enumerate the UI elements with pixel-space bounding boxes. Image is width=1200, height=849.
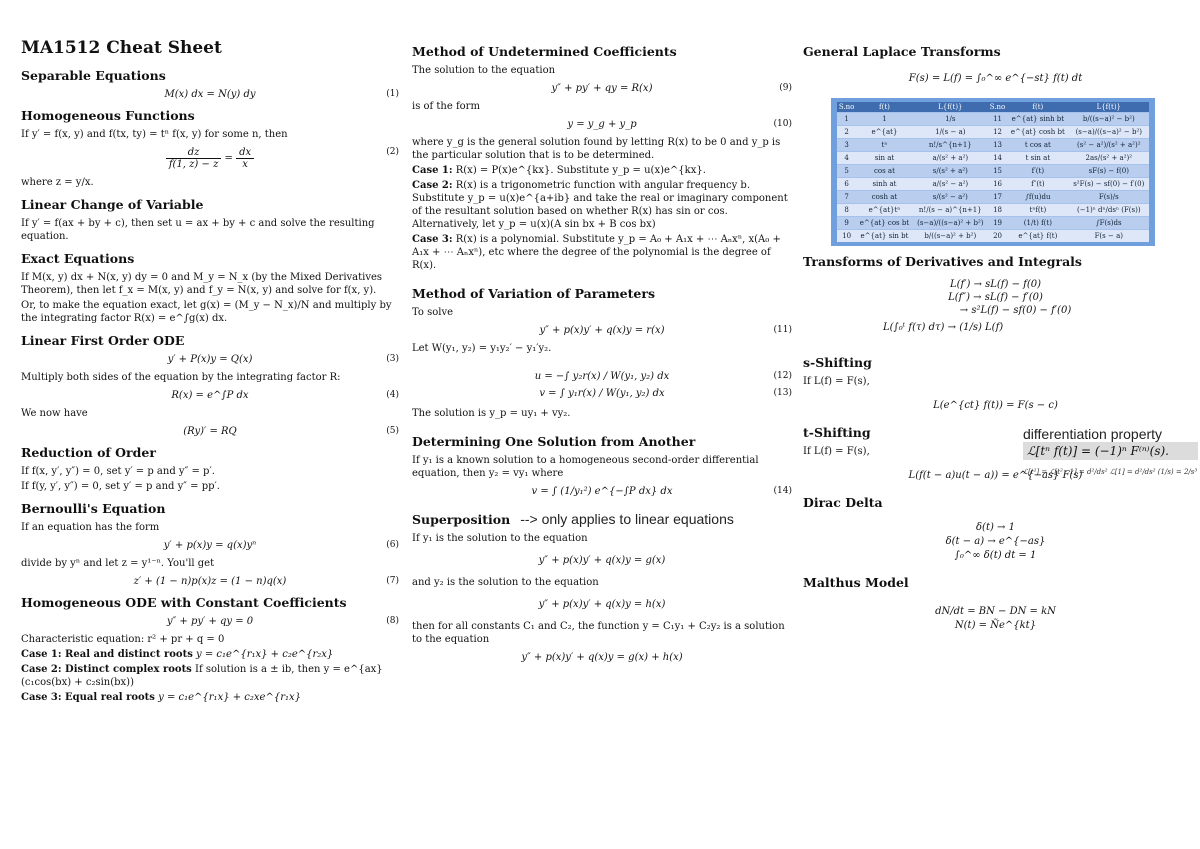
table-cell: cosh at <box>856 191 912 204</box>
case-3: Case 3: Equal real roots y = c₁e^{r₁x} + c₂xe^{r₁x} <box>21 692 302 703</box>
const-coef-heading: Homogeneous ODE with Constant Coefficients <box>21 595 347 610</box>
column-3 <box>803 36 1198 634</box>
table-cell: e^{at} <box>856 126 912 139</box>
lfo-text-2: We now have <box>21 408 88 419</box>
table-cell: 1/(s − a) <box>913 126 988 139</box>
table-cell: sin at <box>856 152 912 165</box>
exact-heading: Exact Equations <box>21 251 135 266</box>
table-cell: 6 <box>837 178 856 191</box>
s-shifting-eq: L(e^{ct} f(t)) = F(s − c) <box>933 400 1058 411</box>
undetermined-case-2: Case 2: R(x) is a trigonometric function with angular frequency b. Substitute y_p = u(x)e^{a+ib} and take the real or imaginary component of the resultant solution based on whether R(x) has sin or cos. Alternatively, let y_p = u(x)(A sin bx + B cos bx) <box>412 180 788 230</box>
table-row <box>837 165 1149 178</box>
table-cell: t cos at <box>1007 139 1068 152</box>
one-solution-eq: v = ∫ (1/y₁²) e^{−∫P dx} dx (14) <box>531 486 792 497</box>
table-cell: 7 <box>837 191 856 204</box>
tdi-eq-1: L(f′) → sL(f) − f(0) <box>949 279 1042 290</box>
table-cell: 5 <box>837 165 856 178</box>
table-cell: 14 <box>988 152 1007 165</box>
tdi-eq-2: L(f″) → sL(f) − f′(0) <box>948 292 1043 303</box>
s-shifting-text: If L(f) = F(s), <box>803 376 870 387</box>
superposition-text-2: and y₂ is the solution to the equation <box>412 577 599 588</box>
table-cell: 4 <box>837 152 856 165</box>
table-cell: f′(t) <box>1007 165 1068 178</box>
diff-formula: ℒ[tⁿ f(t)] = (−1)ⁿ F⁽ⁿ⁾(s). <box>1023 442 1198 460</box>
tdi-eq-4: L(∫₀ᵗ f(τ) dτ) → (1/s) L(f) <box>883 322 1004 333</box>
table-cell: 11 <box>988 113 1007 126</box>
table-cell: 13 <box>988 139 1007 152</box>
table-cell: e^{at}tⁿ <box>856 204 912 217</box>
diff-title: differentiation property <box>1023 426 1163 442</box>
diff-example: ℒ[t²] = ℒ[t² · 1] = d²/ds² ℒ[1] = d²/ds² (1/s) = 2/s³ <box>1023 468 1198 476</box>
table-header <box>837 102 1149 113</box>
superposition-eq-3: y″ + p(x)y′ + q(x)y = g(x) + h(x) <box>521 652 683 663</box>
case-2: Case 2: Distinct complex roots If solution is a ± ib, then y = e^{ax}(c₁cos(bx) + c₂sin(bx)) <box>21 664 383 688</box>
table-cell: (s−a)/((s−a)² + b²) <box>913 217 988 230</box>
homogeneous-heading: Homogeneous Functions <box>21 108 195 123</box>
lfo-eq: y′ + P(x)y = Q(x) (3) <box>167 354 399 365</box>
table-row <box>837 204 1149 217</box>
table-cell: b/((s−a)² + b²) <box>913 230 988 243</box>
superposition-note: --> only applies to linear equations <box>520 511 734 527</box>
dirac-eq-2: δ(t − a) → e^{−as} <box>945 536 1046 547</box>
tdi-heading: Transforms of Derivatives and Integrals <box>803 254 1082 269</box>
s-shifting-heading: s-Shifting <box>803 355 872 370</box>
const-coef-eq: y″ + py′ + qy = 0 (8) <box>166 616 399 627</box>
table-cell: ∫f(u)du <box>1007 191 1068 204</box>
table-cell: tⁿ <box>856 139 912 152</box>
table-header-cell: f(t) <box>1007 102 1068 113</box>
malthus-eq-2: N(t) = Ñe^{kt} <box>954 620 1037 631</box>
dirac-heading: Dirac Delta <box>803 495 883 510</box>
table-cell: 1 <box>856 113 912 126</box>
table-cell: (s−a)/((s−a)² − b²) <box>1069 126 1149 139</box>
variation-eq-2: u = −∫ y₂r(x) / W(y₁, y₂) dx (12) <box>534 371 792 382</box>
table-cell: n!/(s − a)^{n+1} <box>913 204 988 217</box>
table-cell: a/(s² − a²) <box>913 178 988 191</box>
variation-text: To solve <box>412 307 454 318</box>
undetermined-eq-2: y = y_g + y_p (10) <box>567 119 792 130</box>
variation-eq: y″ + p(x)y′ + q(x)y = r(x) (11) <box>539 325 792 336</box>
table-row <box>837 191 1149 204</box>
table-cell: 3 <box>837 139 856 152</box>
table-cell: cos at <box>856 165 912 178</box>
table-cell: ∫F(s)ds <box>1069 217 1149 230</box>
table-cell: s²F(s) − sf(0) − f′(0) <box>1069 178 1149 191</box>
table-cell: (1/t) f(t) <box>1007 217 1068 230</box>
lfo-eq-2: R(x) = e^∫P dx (4) <box>171 390 399 401</box>
laplace-def-eq: F(s) = L(f) = ∫₀^∞ e^{−st} f(t) dt <box>908 73 1083 84</box>
table-cell: F(s − a) <box>1069 230 1149 243</box>
table-cell: 16 <box>988 178 1007 191</box>
variation-eq-3: v = ∫ y₁r(x) / W(y₁, y₂) dx (13) <box>539 388 792 399</box>
superposition-eq: y″ + p(x)y′ + q(x)y = g(x) <box>538 555 666 566</box>
reduction-text-2: If f(y, y′, y″) = 0, set y′ = p and y″ = pp′. <box>21 481 220 492</box>
table-cell: f″(t) <box>1007 178 1068 191</box>
superposition-text-3: then for all constants C₁ and C₂, the function y = C₁y₁ + C₂y₂ is a solution to the equation <box>412 621 785 645</box>
table-cell: 17 <box>988 191 1007 204</box>
table-cell: 9 <box>837 217 856 230</box>
table-header-cell: L{f(t)} <box>1069 102 1149 113</box>
lfo-eq-3: (Ry)′ = RQ (5) <box>183 426 399 437</box>
laplace-table <box>831 98 1155 246</box>
superposition-heading: Superposition --> only applies to linear equations <box>412 511 734 527</box>
table-cell: e^{at} cos bt <box>856 217 912 230</box>
undetermined-text-3: where y_g is the general solution found by letting R(x) to be 0 and y_p is the particular solution that is to be determined. <box>412 137 781 161</box>
superposition-text: If y₁ is the solution to the equation <box>412 533 588 544</box>
table-cell: t sin at <box>1007 152 1068 165</box>
table-row <box>837 217 1149 230</box>
undetermined-case-1: Case 1: R(x) = P(x)e^{kx}. Substitute y_p = u(x)e^{kx}. <box>412 165 706 176</box>
bernoulli-eq-2: z′ + (1 − n)p(x)z = (1 − n)q(x) (7) <box>133 576 399 587</box>
exact-text-2: Or, to make the equation exact, let g(x) = (M_y − N_x)/N and multiply by the integrating factor R(x) = e^∫g(x) dx. <box>21 300 392 324</box>
malthus-eq-1: dN/dt = BN − DN = kN <box>935 606 1056 617</box>
table-cell: F(s)/s <box>1069 191 1149 204</box>
table-cell: n!/s^{n+1} <box>913 139 988 152</box>
table-header-cell: S.no <box>838 103 855 111</box>
t-shifting-text: If L(f) = F(s), <box>803 446 870 457</box>
bernoulli-heading: Bernoulli's Equation <box>21 501 166 516</box>
table-cell: 2as/(s² + a²)² <box>1069 152 1149 165</box>
table-cell: (s² − a²)/(s² + a²)² <box>1069 139 1149 152</box>
table-cell: 8 <box>837 204 856 217</box>
exact-text-1: If M(x, y) dx + N(x, y) dy = 0 and M_y = N_x (by the Mixed Derivatives Theorem), then let f_x = M(x, y) and f_y = N(x, y) and solve for f(x, y). <box>21 272 383 296</box>
variation-text-2: Let W(y₁, y₂) = y₁y₂′ − y₁′y₂. <box>412 343 552 354</box>
undetermined-text-2: is of the form <box>412 101 480 112</box>
table-cell: b/((s−a)² − b²) <box>1069 113 1149 126</box>
variation-heading: Method of Variation of Parameters <box>412 286 655 301</box>
linear-change-text: If y′ = f(ax + by + c), then set u = ax + by + c and solve the resulting equation. <box>21 218 375 242</box>
homogeneous-text: If y′ = f(x, y) and f(tx, ty) = tⁿ f(x, y) for some n, then <box>21 129 288 140</box>
separable-heading: Separable Equations <box>21 68 166 83</box>
undetermined-heading: Method of Undetermined Coefficients <box>412 44 677 59</box>
malthus-heading: Malthus Model <box>803 575 909 590</box>
table-cell: (−1)ⁿ dⁿ/dsⁿ (F(s)) <box>1069 204 1149 217</box>
table-body <box>837 113 1149 243</box>
superposition-eq-2: y″ + p(x)y′ + q(x)y = h(x) <box>538 599 666 610</box>
table-cell: tⁿf(t) <box>1007 204 1068 217</box>
table-cell: e^{at} sin bt <box>856 230 912 243</box>
tdi-eq-3: → s²L(f) − sf(0) − f′(0) <box>959 305 1072 316</box>
bernoulli-text-2: divide by yⁿ and let z = y¹⁻ⁿ. You'll get <box>21 558 215 569</box>
table-cell: 12 <box>988 126 1007 139</box>
table-cell: 2 <box>837 126 856 139</box>
undetermined-eq: y″ + py′ + qy = R(x) (9) <box>551 83 792 94</box>
reduction-text-1: If f(x, y′, y″) = 0, set y′ = p and y″ = p′. <box>21 466 215 477</box>
dirac-eq-3: ∫₀^∞ δ(t) dt = 1 <box>954 550 1037 561</box>
table-row <box>837 126 1149 139</box>
table-header-cell: S.no <box>989 103 1006 111</box>
laplace-heading: General Laplace Transforms <box>803 44 1001 59</box>
homogeneous-where: where z = y/x. <box>21 177 94 188</box>
table-cell: sF(s) − f(0) <box>1069 165 1149 178</box>
one-solution-text: If y₁ is a known solution to a homogeneous second-order differential equation, then y₂ = vy₁ where <box>412 455 759 479</box>
table-row <box>837 113 1149 126</box>
characteristic-eq: Characteristic equation: r² + pr + q = 0 <box>21 634 225 645</box>
differentiation-property <box>1023 426 1198 476</box>
bernoulli-text: If an equation has the form <box>21 522 160 533</box>
table-cell: 10 <box>837 230 856 243</box>
table-header-cell: f(t) <box>856 102 912 113</box>
table-row <box>837 152 1149 165</box>
bernoulli-eq: y′ + p(x)y = q(x)yⁿ (6) <box>163 540 399 551</box>
table-cell: s/(s² − a²) <box>913 191 988 204</box>
lfo-text: Multiply both sides of the equation by the integrating factor R: <box>21 372 341 383</box>
column-1 <box>21 36 399 706</box>
table-cell: sinh at <box>856 178 912 191</box>
table-cell: 15 <box>988 165 1007 178</box>
table-cell: 20 <box>988 230 1007 243</box>
table-row <box>837 178 1149 191</box>
reduction-heading: Reduction of Order <box>21 445 156 460</box>
table-cell: 19 <box>988 217 1007 230</box>
table-cell: 1/s <box>913 113 988 126</box>
t-shifting-eq: L(f(t − a)u(t − a)) = e^{−as} F(s) <box>908 470 1083 481</box>
table-cell: 18 <box>988 204 1007 217</box>
column-2 <box>412 36 792 669</box>
table-row <box>837 230 1149 243</box>
table-cell: 1 <box>837 113 856 126</box>
table-cell: e^{at} sinh bt <box>1007 113 1068 126</box>
variation-text-3: The solution is y_p = uy₁ + vy₂. <box>412 408 571 419</box>
separable-eq: M(x) dx = N(y) dy (1) <box>164 89 399 100</box>
lfo-heading: Linear First Order ODE <box>21 333 185 348</box>
table-row <box>837 139 1149 152</box>
table-cell: a/(s² + a²) <box>913 152 988 165</box>
one-solution-heading: Determining One Solution from Another <box>412 434 696 449</box>
dirac-eq-1: δ(t) → 1 <box>976 522 1015 533</box>
table-header-cell: L{f(t)} <box>913 102 988 113</box>
undetermined-text: The solution to the equation <box>412 65 556 76</box>
homogeneous-eq: $\frac{dz}{f(1, z) - z}$ = $\frac{dx}{x}$ (2) <box>21 147 399 170</box>
case-1: Case 1: Real and distinct roots y = c₁e^{r₁x} + c₂e^{r₂x} <box>21 649 334 660</box>
undetermined-case-3: Case 3: R(x) is a polynomial. Substitute y_p = A₀ + A₁x + ⋯ Aₙxⁿ, x(A₀ + A₁x + ⋯ Aₙxⁿ), etc where the degree of the polynomial is the degree of R(x). <box>412 234 781 271</box>
t-shifting-heading: t-Shifting <box>803 425 871 440</box>
table-cell: e^{at} f(t) <box>1007 230 1068 243</box>
page-title: MA1512 Cheat Sheet <box>21 38 222 58</box>
linear-change-heading: Linear Change of Variable <box>21 197 204 212</box>
table-cell: s/(s² + a²) <box>913 165 988 178</box>
table-cell: e^{at} cosh bt <box>1007 126 1068 139</box>
